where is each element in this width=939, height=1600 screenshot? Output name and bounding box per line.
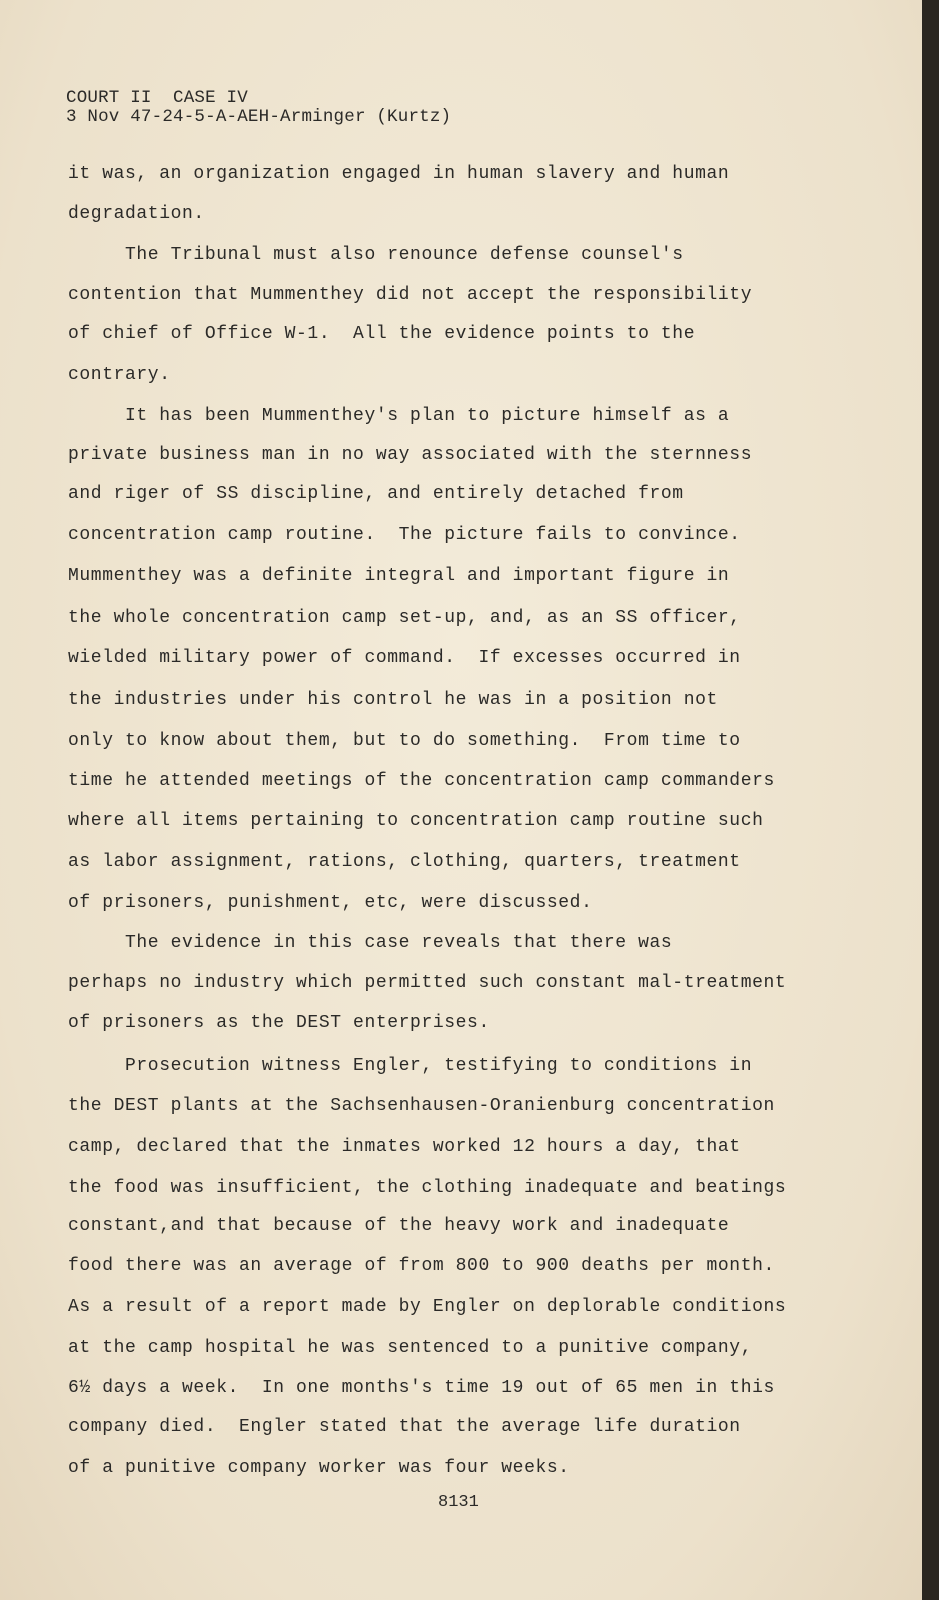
text-line: and riger of SS discipline, and entirely detached from	[68, 484, 684, 504]
text-line: The evidence in this case reveals that there was	[68, 933, 673, 953]
text-line: wielded military power of command. If excesses occurred in	[68, 648, 741, 668]
text-line: as labor assignment, rations, clothing, quarters, treatment	[68, 852, 741, 872]
text-line: degradation.	[68, 204, 205, 224]
text-line: It has been Mummenthey's plan to picture himself as a	[68, 406, 730, 426]
text-line: 6½ days a week. In one months's time 19 out of 65 men in this	[68, 1378, 775, 1398]
text-line: only to know about them, but to do something. From time to	[68, 731, 741, 751]
text-line: the food was insufficient, the clothing inadequate and beatings	[68, 1178, 787, 1198]
text-line: constant,and that because of the heavy work and inadequate	[68, 1216, 730, 1236]
text-line: Mummenthey was a definite integral and important figure in	[68, 566, 730, 586]
text-line: Prosecution witness Engler, testifying to conditions in	[68, 1056, 753, 1076]
text-line: perhaps no industry which permitted such constant mal-treatment	[68, 973, 787, 993]
text-line: the industries under his control he was in a position not	[68, 690, 718, 710]
text-line: The Tribunal must also renounce defense counsel's	[68, 245, 684, 265]
text-line: contention that Mummenthey did not accept the responsibility	[68, 285, 753, 305]
text-line: food there was an average of from 800 to 900 deaths per month.	[68, 1256, 775, 1276]
text-line: concentration camp routine. The picture fails to convince.	[68, 525, 741, 545]
text-line: of prisoners, punishment, etc, were discussed.	[68, 893, 593, 913]
text-line: where all items pertaining to concentration camp routine such	[68, 811, 764, 831]
text-line: the DEST plants at the Sachsenhausen-Oranienburg concentration	[68, 1096, 775, 1116]
text-line: at the camp hospital he was sentenced to a punitive company,	[68, 1338, 753, 1358]
text-line: private business man in no way associated with the sternness	[68, 445, 753, 465]
text-line: of prisoners as the DEST enterprises.	[68, 1013, 490, 1033]
page-number: 8131	[438, 1493, 479, 1512]
text-line: As a result of a report made by Engler on deplorable conditions	[68, 1297, 787, 1317]
text-line: of chief of Office W-1. All the evidence points to the	[68, 324, 696, 344]
text-line: the whole concentration camp set-up, and, as an SS officer,	[68, 608, 741, 628]
session-header: 3 Nov 47-24-5-A-AEH-Arminger (Kurtz)	[66, 107, 452, 127]
text-line: it was, an organization engaged in human slavery and human	[68, 164, 730, 184]
case-header: COURT II CASE IV	[66, 88, 248, 108]
text-line: of a punitive company worker was four weeks.	[68, 1458, 570, 1478]
scan-edge	[922, 0, 939, 1600]
text-line: time he attended meetings of the concentration camp commanders	[68, 771, 775, 791]
text-line: contrary.	[68, 365, 171, 385]
text-line: camp, declared that the inmates worked 12 hours a day, that	[68, 1137, 741, 1157]
text-line: company died. Engler stated that the average life duration	[68, 1417, 741, 1437]
